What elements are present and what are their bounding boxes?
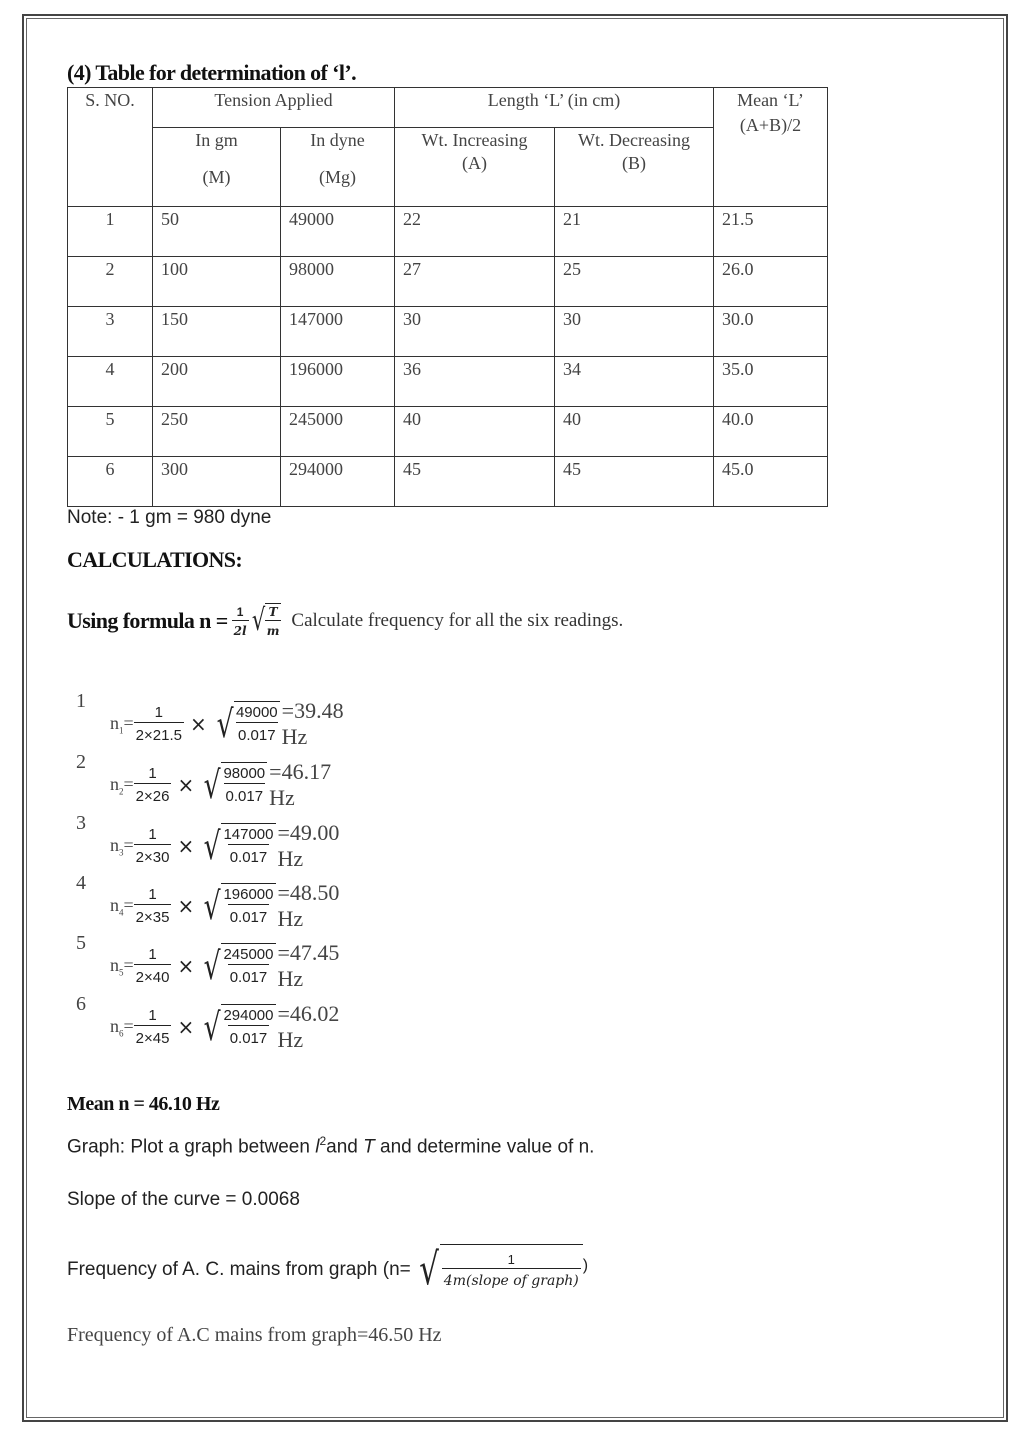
frequency-label [110, 713, 134, 736]
cell-wt-dec: 30 [555, 307, 714, 357]
formula-sqrt [249, 603, 282, 639]
reading-equation [110, 878, 346, 934]
freq-close-paren: ) [582, 1257, 589, 1274]
frequency-label [110, 955, 134, 978]
reading-result: =49.00 Hz [277, 820, 340, 871]
cell-sno: 3 [68, 307, 153, 357]
cell-wt-inc: 30 [395, 307, 555, 357]
reading-sqrt-denominator: 0.017 [228, 904, 270, 927]
header-in-gm-symbol: (M) [202, 167, 231, 187]
freq-sqrt [415, 1244, 583, 1296]
reading-fraction [134, 946, 172, 987]
n-symbol: n [110, 834, 119, 855]
cell-wt-inc: 27 [395, 257, 555, 307]
reading-sqrt [200, 1004, 275, 1050]
n-symbol: n [110, 894, 119, 915]
frequency-label [110, 895, 134, 918]
reading-index: 2 [76, 751, 86, 773]
graph-instruction [67, 1134, 594, 1158]
n-subscript: 2 [119, 786, 124, 797]
cell-mean: 26.0 [714, 257, 828, 307]
reading-sqrt-body [234, 701, 280, 747]
freq-fraction [442, 1252, 581, 1289]
reading-sqrt-body [221, 762, 267, 808]
sqrt-icon: √ [251, 603, 265, 638]
cell-wt-dec: 25 [555, 257, 714, 307]
cell-dyne: 49000 [281, 207, 395, 257]
times-icon: × [177, 954, 195, 978]
table-heading: (4) Table for determination of ‘l’. [67, 60, 357, 85]
cell-wt-inc: 22 [395, 207, 555, 257]
graph-text-2: and [326, 1136, 364, 1158]
reading-sqrt-denominator: 0.017 [228, 844, 270, 867]
formula-fraction [232, 604, 249, 639]
frequency-label [110, 774, 134, 797]
frequency-formula [67, 1240, 588, 1300]
cell-mean: 21.5 [714, 207, 828, 257]
reading-sqrt-fraction [221, 765, 267, 806]
equals-sign: = [123, 773, 134, 794]
freq-numerator: 1 [507, 1252, 515, 1267]
sqrt-icon: √ [203, 763, 221, 807]
times-icon: × [177, 1015, 195, 1039]
reading-fraction [134, 765, 172, 806]
cell-gm: 150 [153, 307, 281, 357]
n-subscript: 1 [119, 725, 124, 736]
header-wt-dec-label: Wt. Decreasing [578, 130, 690, 150]
cell-dyne: 245000 [281, 407, 395, 457]
reading-sqrt [200, 823, 275, 869]
graph-l: l [315, 1136, 320, 1158]
formula-sqrt-body [265, 603, 282, 639]
reading-sqrt-fraction [221, 826, 275, 867]
times-icon: × [177, 834, 195, 858]
reading-numerator: 1 [154, 703, 163, 721]
header-wt-inc-label: Wt. Increasing [421, 130, 528, 150]
reading-sqrt-denominator: 0.017 [236, 722, 278, 745]
cell-gm: 200 [153, 357, 281, 407]
reading-fraction [134, 1007, 172, 1048]
formula-line [67, 598, 623, 644]
formula-sqrt-numerator: T [268, 605, 278, 619]
reading-sqrt-denominator: 0.017 [228, 964, 270, 987]
equals-sign: = [123, 954, 134, 975]
n-symbol: n [110, 1015, 119, 1036]
reading-denominator: 2×30 [134, 844, 172, 867]
formula-sqrt-denominator: m [265, 620, 282, 639]
cell-mean: 30.0 [714, 307, 828, 357]
header-in-dyne-label: In dyne [310, 130, 365, 150]
reading-sqrt-body [221, 883, 275, 929]
header-sno-label: S. NO. [85, 90, 135, 110]
cell-mean: 40.0 [714, 407, 828, 457]
reading-sqrt-numerator: 196000 [223, 886, 274, 903]
cell-dyne: 196000 [281, 357, 395, 407]
reading-numerator: 1 [148, 945, 157, 963]
cell-dyne: 98000 [281, 257, 395, 307]
cell-gm: 250 [153, 407, 281, 457]
reading-sqrt [200, 883, 275, 929]
reading-denominator: 2×26 [134, 783, 172, 806]
header-length [395, 88, 714, 128]
unit-note: Note: - 1 gm = 980 dyne [67, 507, 272, 528]
reading-denominator: 2×35 [134, 904, 172, 927]
reading-result: =46.17 Hz [269, 759, 332, 810]
formula-numerator: 1 [236, 604, 244, 619]
reading-denominator: 2×45 [134, 1025, 172, 1048]
reading-sqrt-denominator: 0.017 [224, 783, 266, 806]
table-row [68, 307, 828, 357]
reading-equation [110, 818, 346, 874]
reading-sqrt-fraction [221, 1007, 275, 1048]
freq-sqrt-body [440, 1244, 583, 1296]
reading-sqrt-fraction [221, 946, 275, 987]
equals-sign: = [123, 1015, 134, 1036]
header-wt-dec-symbol: (B) [622, 153, 646, 173]
header-sno [68, 88, 153, 207]
cell-mean: 35.0 [714, 357, 828, 407]
reading-sqrt-numerator: 49000 [235, 704, 278, 721]
table-row [68, 407, 828, 457]
sqrt-icon: √ [203, 1005, 221, 1049]
equals-sign: = [123, 712, 134, 733]
cell-mean: 45.0 [714, 457, 828, 507]
graph-text-3: and determine value of n. [374, 1136, 595, 1158]
header-in-dyne-symbol: (Mg) [319, 167, 356, 187]
n-subscript: 3 [119, 847, 124, 858]
frequency-result: Frequency of A.C mains from graph=46.50 Hz [67, 1324, 442, 1346]
freq-denominator: 4m(slope of graph) [442, 1268, 581, 1289]
cell-sno: 5 [68, 407, 153, 457]
header-in-gm-label: In gm [195, 130, 238, 150]
sqrt-icon: √ [216, 702, 234, 746]
times-icon: × [177, 773, 195, 797]
graph-T: T [363, 1136, 375, 1158]
reading-result: =47.45 Hz [277, 940, 340, 991]
header-wt-inc-symbol: (A) [462, 153, 487, 173]
table-row [68, 457, 828, 507]
header-in-gm [153, 128, 281, 207]
sqrt-icon: √ [203, 884, 221, 928]
reading-sqrt-numerator: 147000 [223, 826, 274, 843]
reading-result: =48.50 Hz [277, 880, 340, 931]
cell-gm: 300 [153, 457, 281, 507]
table-row [68, 207, 828, 257]
reading-fraction [134, 886, 172, 927]
mean-frequency: Mean n = 46.10 Hz [67, 1093, 220, 1115]
sqrt-icon: √ [203, 944, 221, 988]
reading-sqrt-body [221, 823, 275, 869]
header-wt-decreasing [555, 128, 714, 207]
n-symbol: n [110, 773, 119, 794]
cell-gm: 100 [153, 257, 281, 307]
slope-value: Slope of the curve = 0.0068 [67, 1189, 300, 1210]
times-icon: × [189, 712, 207, 736]
n-subscript: 6 [119, 1028, 124, 1039]
reading-equation [110, 938, 346, 994]
formula-denominator: 2l [232, 620, 249, 639]
n-subscript: 5 [119, 967, 124, 978]
reading-sqrt-numerator: 294000 [223, 1007, 274, 1024]
cell-sno: 4 [68, 357, 153, 407]
reading-sqrt-denominator: 0.017 [228, 1025, 270, 1048]
frequency-label [110, 835, 134, 858]
header-tension [153, 88, 395, 128]
header-mean [714, 88, 828, 207]
header-wt-increasing [395, 128, 555, 207]
table-row [68, 257, 828, 307]
reading-result: =46.02 Hz [277, 1001, 340, 1052]
cell-gm: 50 [153, 207, 281, 257]
reading-sqrt-body [221, 1004, 275, 1050]
formula-sqrt-fraction [265, 604, 282, 639]
cell-sno: 1 [68, 207, 153, 257]
reading-index: 5 [76, 932, 86, 954]
n-symbol: n [110, 954, 119, 975]
header-mean-label: Mean ‘L’ [737, 90, 804, 110]
cell-wt-dec: 45 [555, 457, 714, 507]
reading-numerator: 1 [148, 885, 157, 903]
cell-wt-inc: 45 [395, 457, 555, 507]
reading-equation [110, 757, 337, 813]
freq-formula-label: Frequency of A. C. mains from graph (n= [67, 1259, 411, 1280]
cell-wt-inc: 40 [395, 407, 555, 457]
reading-numerator: 1 [148, 1006, 157, 1024]
sqrt-icon: √ [203, 824, 221, 868]
reading-sqrt-numerator: 98000 [223, 765, 266, 782]
reading-numerator: 1 [148, 764, 157, 782]
header-in-dyne [281, 128, 395, 207]
equals-sign: = [123, 894, 134, 915]
data-table [67, 87, 828, 507]
reading-sqrt-fraction [221, 886, 275, 927]
reading-fraction [134, 826, 172, 867]
reading-index: 3 [76, 812, 86, 834]
reading-index: 6 [76, 993, 86, 1015]
reading-equation [110, 999, 346, 1055]
n-symbol: n [110, 712, 119, 733]
header-tension-label: Tension Applied [214, 90, 333, 110]
sqrt-icon: √ [418, 1244, 439, 1295]
reading-index: 1 [76, 690, 86, 712]
reading-index: 4 [76, 872, 86, 894]
reading-sqrt [200, 943, 275, 989]
reading-numerator: 1 [148, 825, 157, 843]
reading-sqrt-body [221, 943, 275, 989]
cell-wt-dec: 21 [555, 207, 714, 257]
cell-wt-dec: 34 [555, 357, 714, 407]
formula-description: Calculate frequency for all the six readings. [291, 610, 624, 631]
reading-fraction [134, 704, 184, 745]
header-length-label: Length ‘L’ (in cm) [487, 90, 621, 110]
reading-result: =39.48 Hz [281, 698, 344, 749]
cell-wt-dec: 40 [555, 407, 714, 457]
calculations-heading: CALCULATIONS: [67, 547, 243, 572]
graph-sup: 2 [319, 1134, 327, 1148]
cell-dyne: 147000 [281, 307, 395, 357]
cell-wt-inc: 36 [395, 357, 555, 407]
equals-sign: = [123, 834, 134, 855]
reading-sqrt-numerator: 245000 [223, 946, 274, 963]
graph-text-1: Graph: Plot a graph between [67, 1136, 316, 1158]
times-icon: × [177, 894, 195, 918]
reading-sqrt-fraction [234, 704, 280, 745]
table-row [68, 357, 828, 407]
n-subscript: 4 [119, 907, 124, 918]
formula-prefix: Using formula n = [67, 608, 228, 633]
reading-equation [110, 696, 350, 752]
header-mean-formula: (A+B)/2 [739, 115, 802, 135]
cell-dyne: 294000 [281, 457, 395, 507]
reading-denominator: 2×21.5 [134, 722, 184, 745]
reading-sqrt [200, 762, 267, 808]
reading-sqrt [213, 701, 280, 747]
cell-sno: 6 [68, 457, 153, 507]
reading-denominator: 2×40 [134, 964, 172, 987]
frequency-label [110, 1016, 134, 1039]
cell-sno: 2 [68, 257, 153, 307]
